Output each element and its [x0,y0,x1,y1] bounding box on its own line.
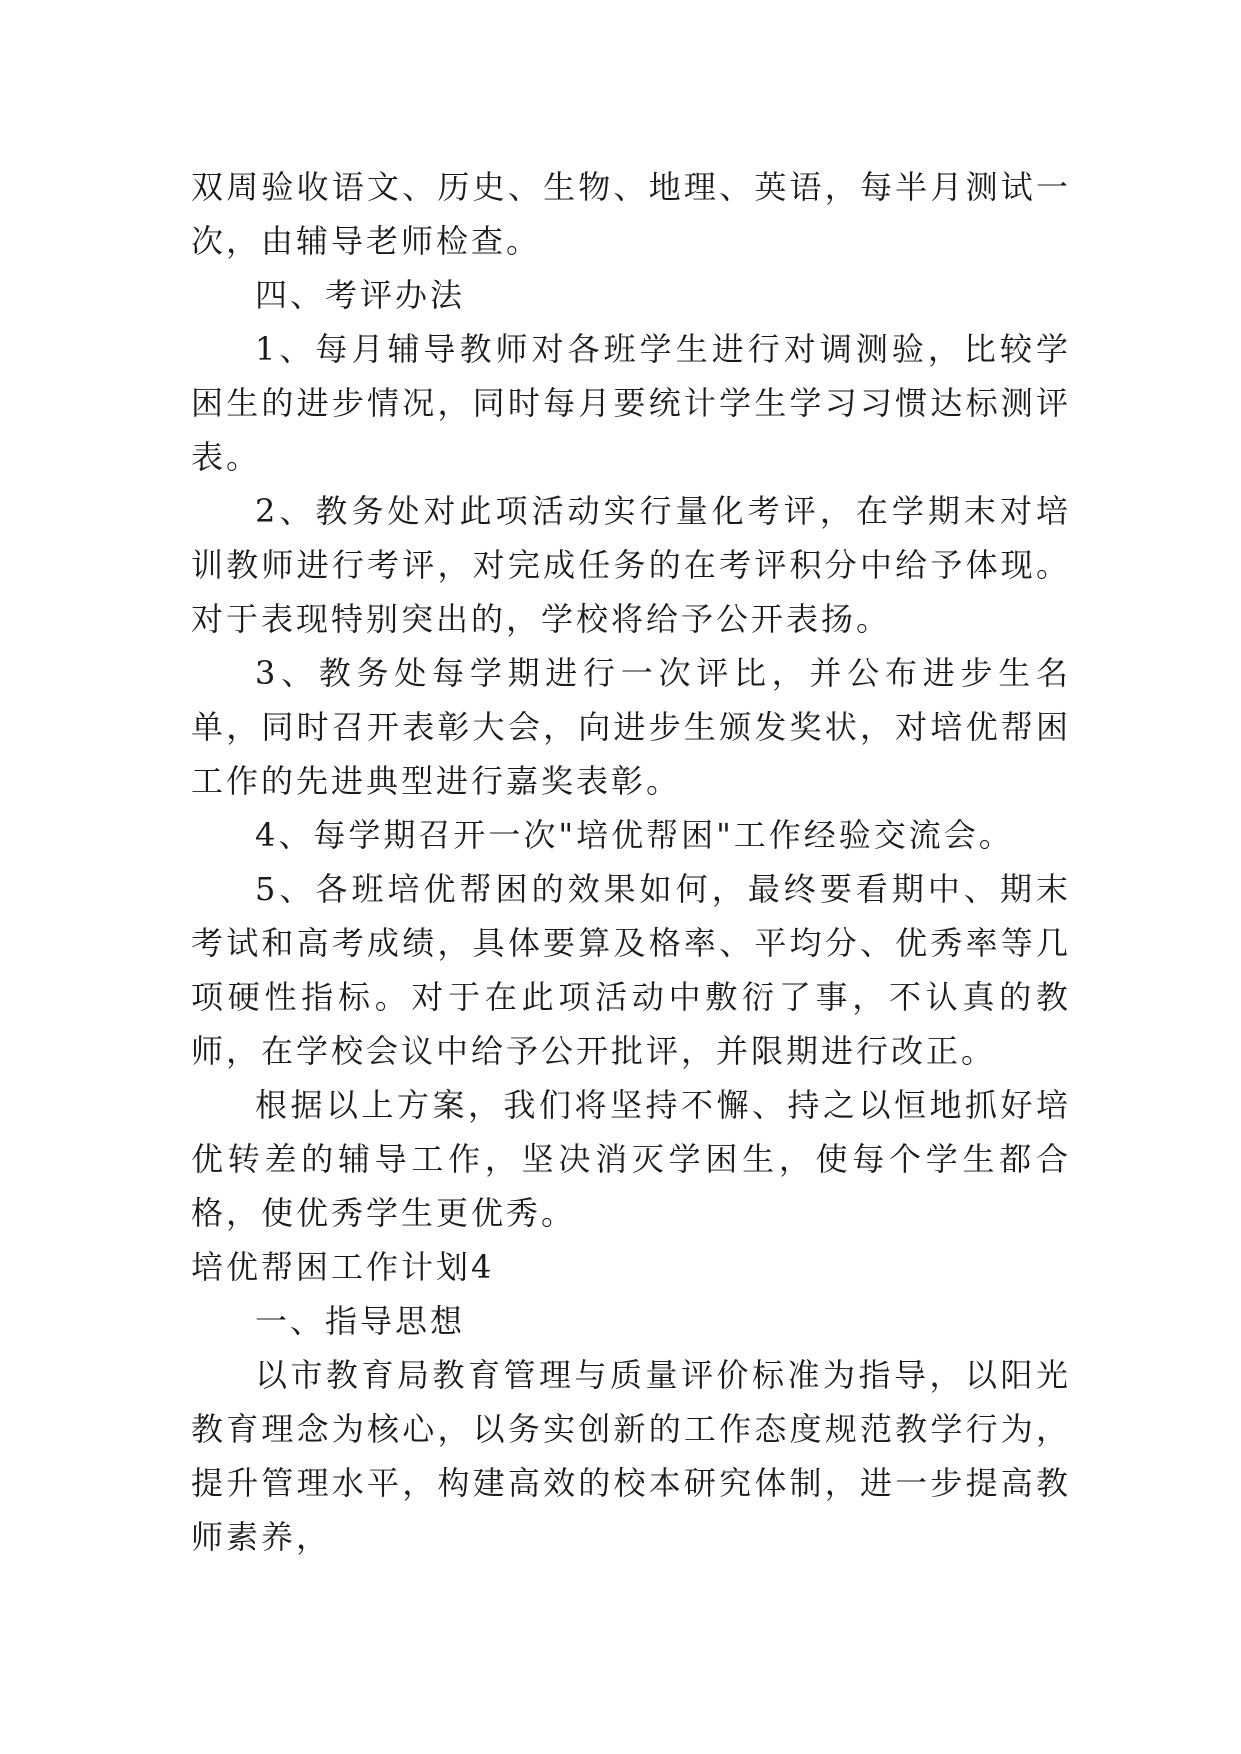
section-heading-guiding-thought: 一、指导思想 [255,1302,466,1340]
section-heading-evaluation: 四、考评办法 [255,276,466,314]
paragraph-continuation: 双周验收语文、历史、生物、地理、英语，每半月测试一次，由辅导老师检查。 [191,168,1071,260]
paragraph-item-5: 5、各班培优帮困的效果如何，最终要看期中、期末考试和高考成绩，具体要算及格率、平均分、优秀率等几项硬性指标。对于在此项活动中敷衍了事，不认真的教师，在学校会议中给予公开批评，并限期进行改正。 [191,870,1071,1070]
paragraph-conclusion: 根据以上方案，我们将坚持不懈、持之以恒地抓好培优转差的辅导工作，坚决消灭学困生，使每个学生都合格，使优秀学生更优秀。 [191,1086,1071,1232]
paragraph-item-3: 3、教务处每学期进行一次评比，并公布进步生名单，同时召开表彰大会，向进步生颁发奖状，对培优帮困工作的先进典型进行嘉奖表彰。 [191,654,1071,800]
paragraph-item-2: 2、教务处对此项活动实行量化考评，在学期末对培训教师进行考评，对完成任务的在考评积分中给予体现。对于表现特别突出的，学校将给予公开表扬。 [191,492,1071,638]
document-body [191,160,1071,1564]
paragraph-item-4: 4、每学期召开一次"培优帮困"工作经验交流会。 [255,816,1014,854]
paragraph-item-1: 1、每月辅导教师对各班学生进行对调测验，比较学困生的进步情况，同时每月要统计学生学习习惯达标测评表。 [191,330,1071,476]
section-title-plan-4: 培优帮困工作计划4 [191,1248,495,1286]
paragraph-guiding-thought: 以市教育局教育管理与质量评价标准为指导，以阳光教育理念为核心，以务实创新的工作态度规范教学行为，提升管理水平，构建高效的校本研究体制，进一步提高教师素养， [191,1356,1071,1556]
